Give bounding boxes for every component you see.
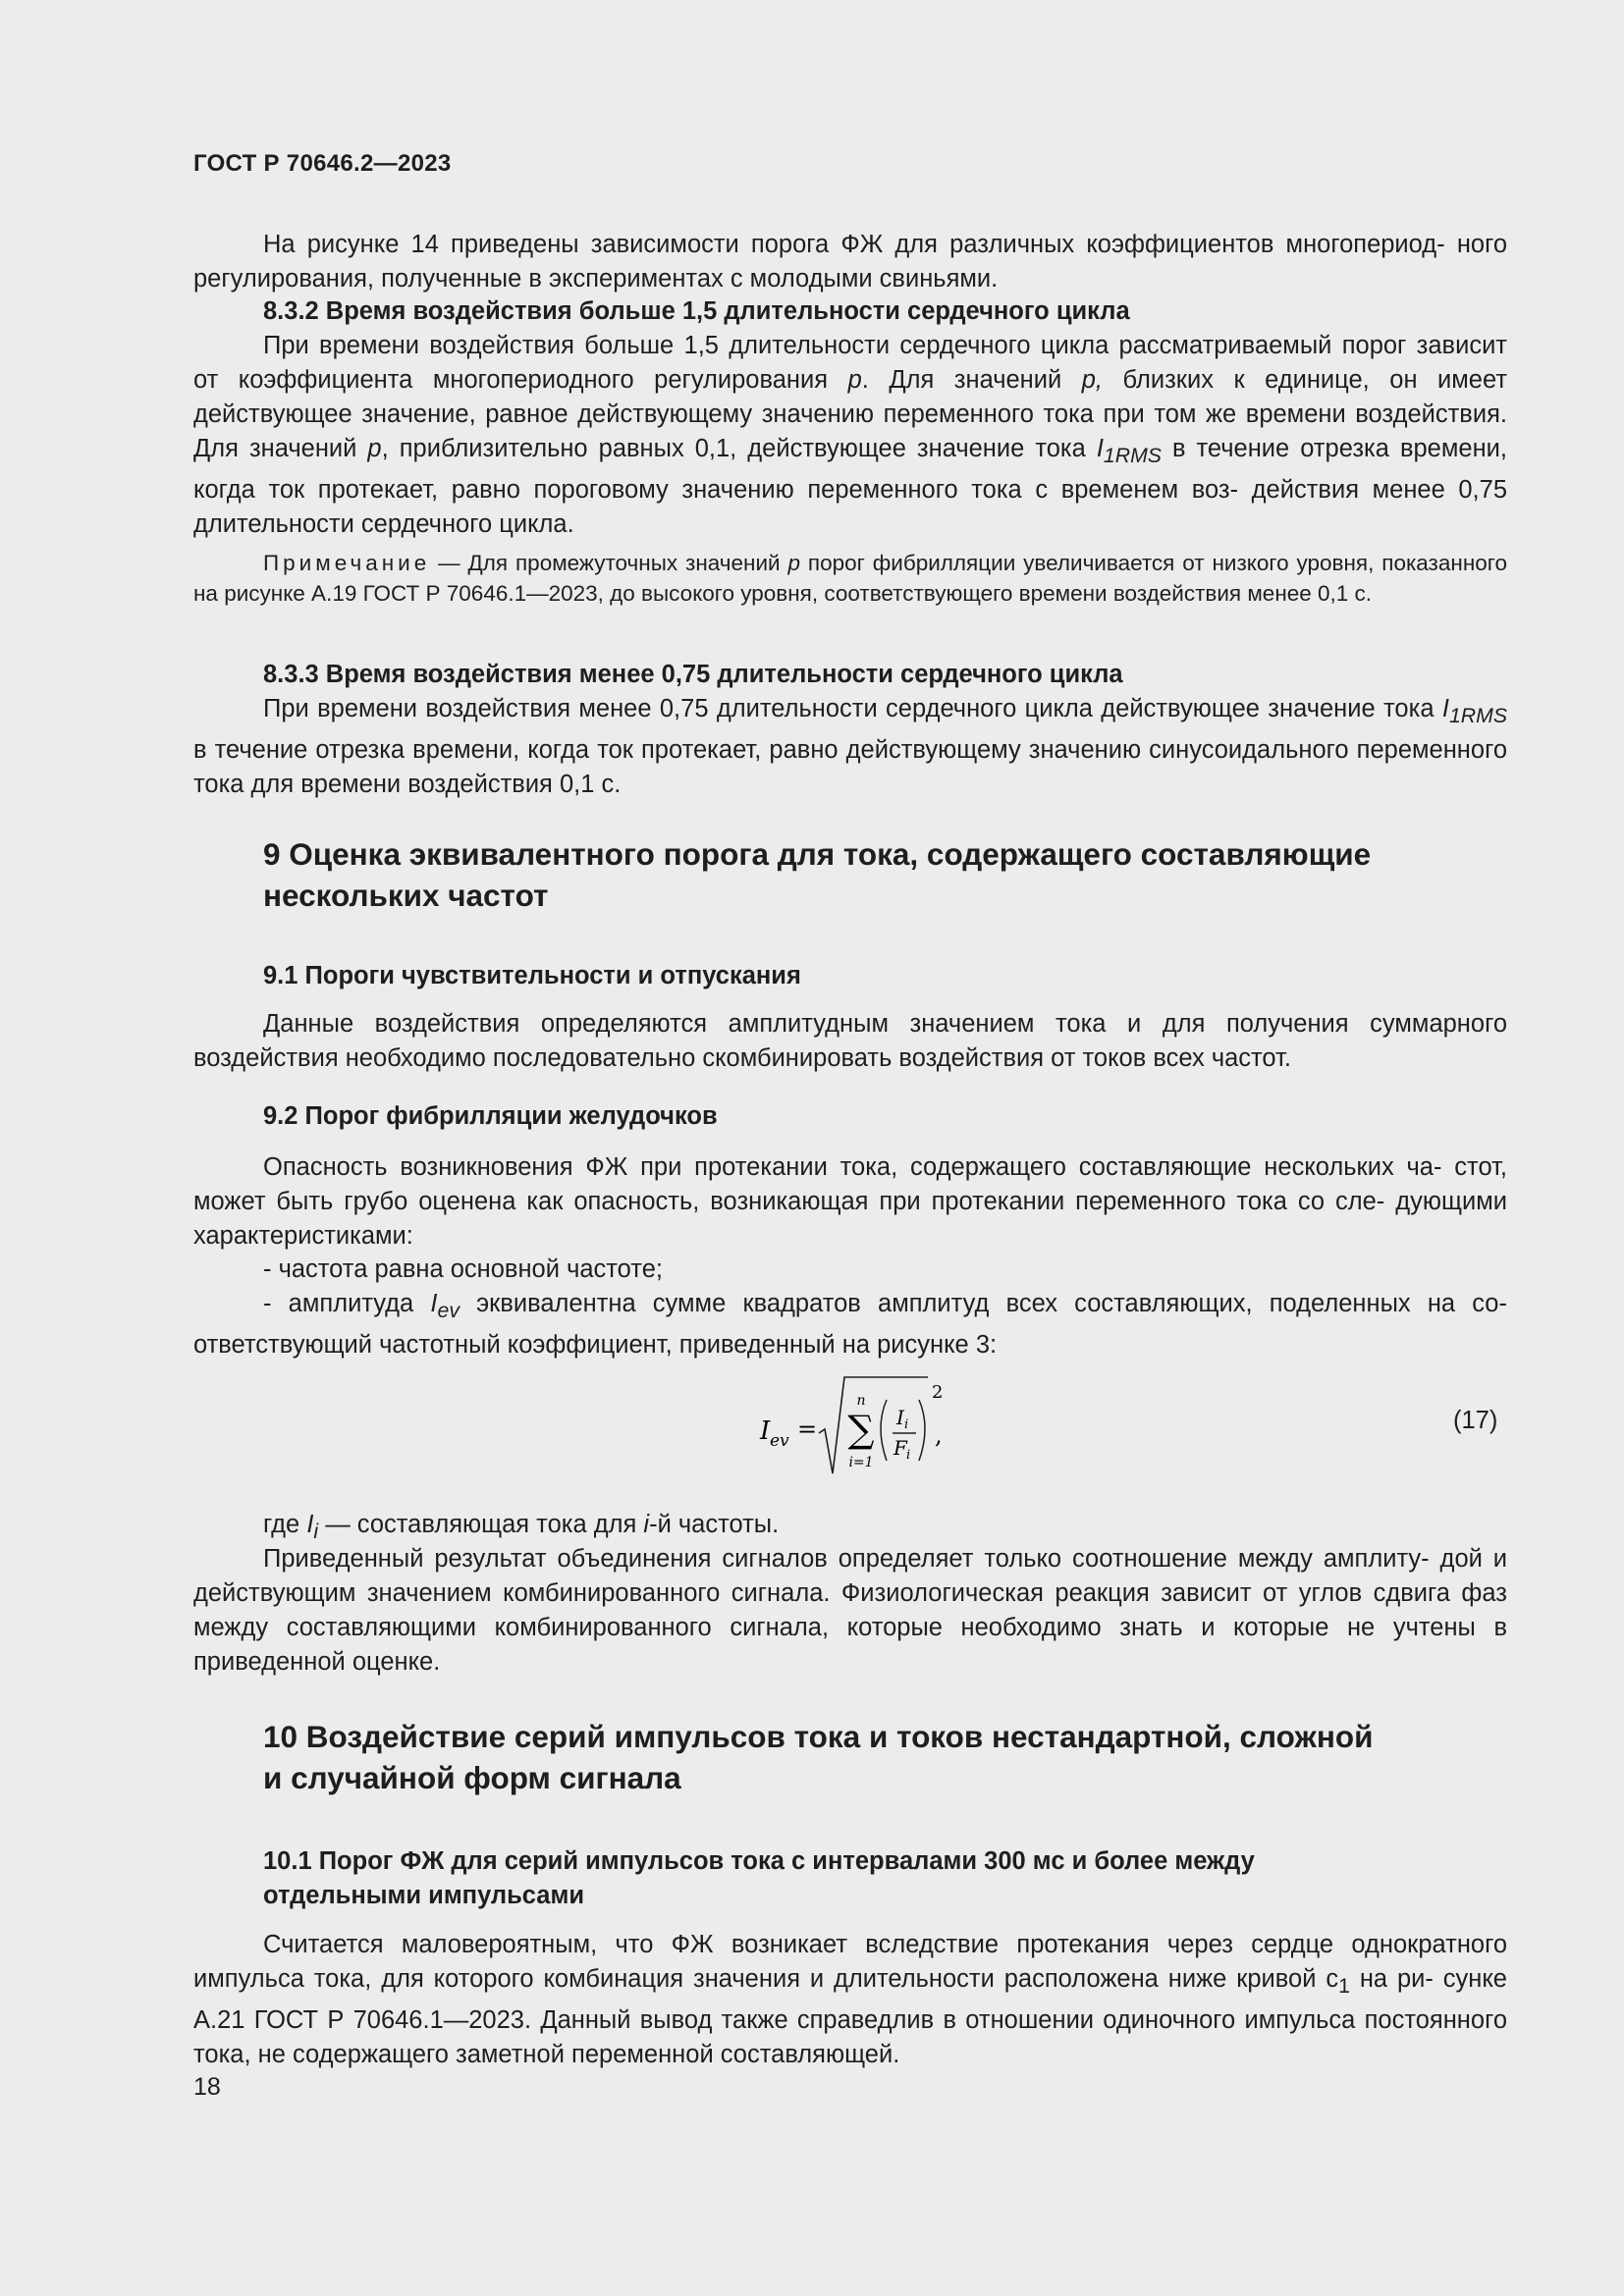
heading-8-3-3: 8.3.3 Время воздействия менее 0,75 длительности сердечного цикла [263,661,1123,688]
heading-8-3-2: 8.3.2 Время воздействия больше 1,5 длительности сердечного цикла [263,297,1130,325]
where-clause: где $I_i$ — составляющая тока для i-й частоты. [263,1511,780,1544]
formula-right-paren [919,1400,925,1461]
heading-10-1: 10.1 Порог ФЖ для серий импульсов тока с интервалами 300 мс и более между отдельными импульсами [263,1847,1255,1909]
note-paragraph: Примечание — Для промежуточных значений p порог фибрилляции увеличивается от низкого уровня, показанного на рисунке А.19 ГОСТ Р 70646.1—2023, до высокого уровня, соответствующего времени воздействия менее 0,1 с. [193,551,1507,606]
formula-17 [756,1372,952,1482]
formula-exponent: 2 [932,1382,944,1403]
formula-lhs: I [760,1416,771,1446]
paragraph-8-3-2: При времени воздействия больше 1,5 длительности сердечного цикла рассматриваемый порог зависит от коэффициента многопериодного регулирования p. Для значений p, близких к единице, он имеет действующее значение, равное действующему значению переменного тока при том же времени воздействия. Для значений p, приблизительно равных 0,1, действующее значение тока $I_{1RMS}$ в течение отрезка времени, когда ток протекает, равно пороговому значению переменного тока с временем воз- действия менее 0,75 длительности сердечного цикла. [193,332,1507,539]
formula-lhs-sub: ev [770,1431,789,1451]
paragraph-9-1: Данные воздействия определяются амплитудным значением тока и для получения суммарного воздействия необходимо последовательно скомбинировать воздействия от токов всех частот. [193,1010,1507,1072]
list-item-frequency: - частота равна основной частоте; [263,1255,663,1283]
section-10-title: 10 Воздействие серий импульсов тока и токов нестандартной, сложной и случайной форм сигнала [263,1719,1374,1795]
standard-header: ГОСТ Р 70646.2—2023 [193,150,452,177]
formula-numerator: I [896,1406,904,1429]
heading-9-1: 9.1 Пороги чувствительности и отпускания [263,962,801,989]
result-paragraph: Приведенный результат объединения сигналов определяет только соотношение между амплиту- дой и действующим значением комбинированного сигнала. Физиологическая реакция зависит от углов сдвига фаз между составляющими комбинированного сигнала, которые необходимо знать и которые не учтены в приведенной оценке. [193,1545,1507,1676]
heading-9-2: 9.2 Порог фибрилляции желудочков [263,1102,718,1130]
formula-number: (17) [1453,1407,1498,1434]
formula-sum-sign: ∑ [847,1408,875,1451]
formula-sum-bottom: i=1 [848,1455,874,1470]
paragraph-10-1: Считается маловероятным, что ФЖ возникает вследствие протекания через сердце однократного импульса тока, для которого комбинация значения и длительности расположена ниже кривой $c_1$ на ри- сунке А.21 ГОСТ Р 70646.1—2023. Данный вывод также справедлив в отношении одиночного импульса постоянного тока, не содержащего заметной переменной составляющей. [193,1931,1507,2069]
page-number: 18 [193,2073,221,2101]
section-9-title: 9 Оценка эквивалентного порога для тока, содержащего составляющие нескольких частот [263,836,1372,913]
formula-sum-top: n [856,1393,866,1409]
formula-left-paren [881,1400,887,1461]
list-item-amplitude: - амплитуда $I_{ev}$ эквивалентна сумме квадратов амплитуд всех составляющих, поделенных на со- ответствующий частотный коэффициент, приведенный на рисунке 3: [193,1290,1507,1360]
paragraph-8-3-3: При времени воздействия менее 0,75 длительности сердечного цикла действующее значение тока $I_{1RMS}$ в течение отрезка времени, когда ток протекает, равно действующему значению синусоидального переменного тока для времени воздействия 0,1 с. [193,695,1507,799]
note-label: Примечание [263,551,431,575]
formula-equals: = [797,1415,818,1443]
formula-numerator-sub: i [904,1417,909,1432]
paragraph-9-2: Опасность возникновения ФЖ при протекании тока, содержащего составляющие нескольких ча- стот, может быть грубо оценена как опасность, возникающая при протекании переменного тока со сле- дующими характеристиками: [193,1153,1507,1250]
formula-denominator-sub: i [906,1448,911,1463]
formula-comma: , [935,1421,943,1449]
intro-paragraph: На рисунке 14 приведены зависимости порога ФЖ для различных коэффициентов многопериод- ного регулирования, полученные в экспериментах с молодыми свиньями. [193,231,1507,293]
formula-denominator: F [893,1436,907,1460]
